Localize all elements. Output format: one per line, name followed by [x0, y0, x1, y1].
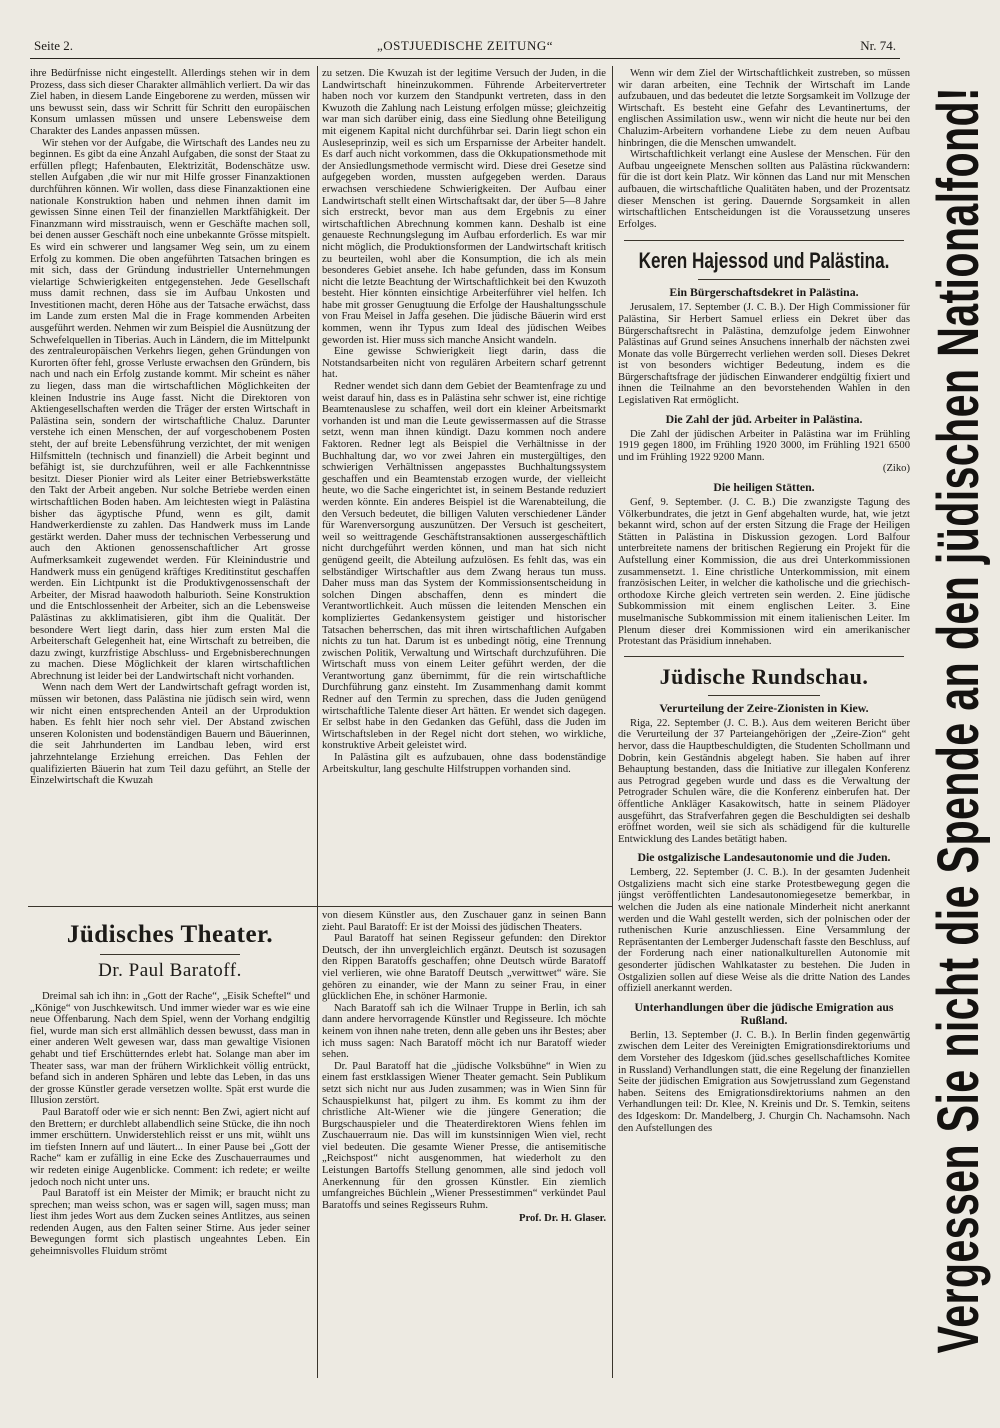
column-divider-1: [317, 66, 318, 1378]
theater-heading: Jüdisches Theater.: [66, 921, 274, 948]
staetten-heading: Die heiligen Stätten.: [713, 480, 815, 495]
dekret-text: Jerusalem, 17. September (J. C. B.). Der High Commissioner für Palästina, Sir Herbert Samuel erliess ein Dekret über das Bürgerschaftsrecht in Palästina, demzufolge jedem Einwohner Palästinas auf Grund seines Ansuchens innerhalb der nächsten zwei Monate das volle Bürgerrecht verliehen werden soll. Dieses Dekret ist von besonders wichtiger Bedeutung, indem es die Bürgerschaftsfrage der jüdischen Einwanderer endgültig fixiert und ihnen die Teilnahme an den bevorstehenden Wahlen in den Legislativen Rat ermöglicht.: [618, 302, 910, 407]
arbeiter-text: Die Zahl der jüdischen Arbeiter in Palästina war im Frühling 1919 gegen 1800, im Frühling 1920 3000, im Frühling 1921 6500 und im Frühling 1922 9200 Mann.: [618, 428, 910, 463]
paragraph: Wir stehen vor der Aufgabe, die Wirtschaft des Landes neu zu beginnen. Es gibt da eine Anzahl Aufgaben, die sonst der Staat zu erfüllen pflegt; Hafenbauten, Elektrizität, Bodenschätze usw. stellen Aufgaben ,die wir nur mit Hilfe grosser Finanzaktionen durchführen können. Wir wollen, dass diese Finanzaktionen eine nationale Konstruktion haben und nehmen ihnen damit im gewissen Sinne einen Teil der finanziellen Marktfähigkeit. Der Finanzmann wird misstrauisch, wenn er Geschäfte machen soll, bei denen ausser Geschäft noch eine unbekannte Grösse mitspielt. Es wird ein schwerer und langsamer Weg sein, um zu einem Erfolg zu kommen. Die oben angeführten Tatsachen bringen es mit sich, dass der Gründung industrieller Unternehmungen vielartige Schwierigkeiten entgegenstehen. Jede Gesellschaft muss damit rechnen, dass sie im Aufbau Unkosten und Investitionen macht, deren Höhe aus der Tatsache erwächst, dass im Lande zum ersten Mal die in Frage kommenden Arbeiten ausgeführt werden. Nehmen wir zum Beispiel die Ausnützung der Schwefelquellen in Tiberias. Auch in Ländern, die im Mittelpunkt des zentraleuropäischen Verkehrs liegen, gehen Gründungen von Kurorten öfter fehl, grosse Verluste erwachsen den Gründern, bis nach und nach ein Erfolg zustande kommt. Mir scheint es näher zu liegen, dass man die wirtschaftlichen Möglichkeiten der kleinen Industrie ins Auge fasst. Nicht die Direktoren von Aktiengesellschaften werden die Träger der ersten Wirtschaft in Palästina sein, sondern der wirtschaftliche Chaluz. Darunter verstehe ich einen Menschen, der auf vorgeschobenem Posten steht, der auf breite Lebensführung verzichtet, der mit wenigen Hilfsmitteln (technisch und finanziell) die Arbeit beginnt und befähigt ist, sie durchzuführen, weil er alle Fachkenntnisse besitzt. Dieser Pionier wird als Leiter einer Betriebswerkstätte den Takt der Arbeit angeben. Nur solche Betriebe werden einen wirtschaftlichen Boden haben. Am leichtesten wiegt in Palästina bisher das ägyptische Pfund, wenn es gilt, damit Handwerkerdienste zu zahlen. Das Handwerk muss im Lande gestärkt werden. Daher muss der technischen Verbesserung und auch den Aktionen genossenschaftlicher Art grosse Aufmerksamkeit zugewendet werden. Für Kleinindustrie und Handwerk muss ein genügend kräftiges Kreditinstitut geschaffen werden. Ein Lichtpunkt ist die Produktivgenossenschaft der Arbeiter, der Misrad haawodoth halburioth. Seine Konstruktion und die Entschlossenheit der Arbeiter, sich an die Lebensweise Palästinas zu akklimatisieren, gibt ihm die Qualität. Der besondere Wert liegt darin, dass hier zum ersten Mal die Arbeiterschaft Gelegenheit hat, eine Wirtschaft zu betreiben, die dazu zwingt, kurzfristige Abschluss- und Ergebnisberechnungen zu machen. Diese Möglichkeit der klaren wirtschaftlichen Abrechnung ist leider bei der Landwirtschaft nicht vorhanden.: [30, 137, 310, 682]
kiew-heading: Verurteilung der Zeire-Zionisten in Kiew.: [659, 700, 869, 715]
paragraph: Dr. Paul Baratoff hat die „jüdische Volksbühne“ in Wien zu einem fast erstklassigen Wiener Theater gemacht. Sein Publikum setzt sich nicht nur aus Juden zusammen; was in Wien Sinn für Schauspielkunst hat, pilgert zu ihm. Es kommt zu ihm der christliche Alt-Wiener wie die jüngere Generation; die Burgschauspieler und die Theaterdirektoren Wiens fehlen im Zuschauerraum nie. Das will im kunstsinnigen Wien viel, recht viel bedeuten. Die gesamte Wiener Presse, die antisemitische „Reichspost“ nicht ausgenommen, hat wiederholt zu den Leistungen Bartoffs Stellung genommen, alle sind jedoch voll Anerkennung für den grossen Künstler. Ein ziemlich umfangreiches Büchlein „Wiener Pressestimmen“ verkündet Paul Baratoffs und seines Regisseurs Ruhm.: [322, 1060, 606, 1211]
emigration-text: Berlin, 13. September (J. C. B.). In Berlin finden gegenwärtig zwischen dem Leiter des Vereinigten Emigrationsdirektoriums und dem Vorsteher des Idgeskom (jüd.sches gesellschaftliches Komitee in Russland) Verhandlungen statt, die eine Regelung der finanziellen Seite der jüdischen Emigration aus Sowjetrussland zum Gegenstand haben. Seitens des Emigrationsdirektoriums nahmen an den Verhandlungen teil: Dr. Klee, N. Kreinis und Dr. S. Temkin, seitens des Idgeskom: Dr. Mandelberg, J. Churgin Ch. Nachamsohn. Nach den Aufstellungen des: [618, 1029, 910, 1134]
paragraph: Paul Baratoff ist ein Meister der Mimik; er braucht nicht zu sprechen; man weiss schon, was er sagen will, sagen muss; man liest ihm jedes Wort aus dem Zucken seines Antlitzes, aus seinen redenden Augen, aus den Falten seiner Stirne. Aus jeder seiner Bewegungen formt sich plastisch ungeahntes Leben. Ein geheimnisvolles Fluidum strömt: [30, 1188, 310, 1258]
paragraph: Eine gewisse Schwierigkeit liegt darin, dass die Notstandsarbeiten nicht von regulären Arbeitern scharf getrennt hat.: [322, 346, 606, 381]
page-number: Seite 2.: [34, 38, 73, 53]
page-header: [30, 36, 900, 59]
heading-rule: [100, 954, 240, 955]
paragraph: Wenn nach dem Wert der Landwirtschaft gefragt worden ist, müssen wir betonen, dass Palästina nie jüdisch sein wird, wenn wir nicht einen entsprechenden Anteil an der Urproduktion haben. Es fehlt hier noch sehr viel. Der Abstand zwischen unseren Kolonisten und bodenständigen Bauern und Bäuerinnen, die seit Jahrhunderten im Landbau leben, wird erst jahrzehntelange Erziehung erreichen. Das Fehlen der qualifizierten Bäuerin hat zum Teil dazu geführt, an Stelle der Einzelwirtschaft die Kwuzah: [30, 682, 310, 787]
kiew-text: Riga, 22. September (J. C. B.). Aus dem weiteren Bericht über die Verurteilung der 37 Parteiangehörigen der „Zeire-Zion“ geht hervor, dass die Hauptbeschuldigten, die Studenten Schollmann und Dobrin, kein Geständnis abgelegt haben. Sie haben auf ihrer Behauptung bestanden, dass die Initiative zur illegalen Konferenz aus Petrograd gegeben wurde und dass es die Verwaltung der Petrograder Schulen wäre, die die Konferenz einberufen hat. Der öffentliche Ankläger Kasakowitsch, hatte in seinem Plädoyer ausgeführt, das Strafverfahren gegen die Beschuldigten sei deshalb eröffnet worden, weil sie sich als schädigend für die kulturelle Entwicklung des Landes betätigt haben.: [618, 717, 910, 845]
theater-article-continued: [322, 910, 606, 1380]
theater-subheading: Dr. Paul Baratoff.: [98, 960, 242, 981]
banner-text: Vergessen Sie nicht die Spende an den jüdischen Nationalfond!: [925, 86, 991, 1354]
theater-article: [30, 910, 310, 1380]
paragraph: zu setzen. Die Kwuzah ist der legitime Versuch der Juden, in die Landwirtschaft hineinzukommen. Führende Arbeitervertreter haben noch vor kurzem den Standpunkt vertreten, dass in den Kwuzoth die Zahlung nach Leistung erfolgen müsse; gleichzeitig war man sich darüber einig, dass eine Siedlung ohne Beteiligung mit eigenem Kapital nicht durchführbar sei. Darin liegt schon ein Ausleseprinzip, weil es sich um Ersparnisse der Arbeiter handelt. Es darf auch nicht vorkommen, dass die Okkupationsmethode mit der Ansiedlungsmethode vermischt wird. Diese drei Gesetze sind aufgegeben worden, mussten aufgegeben werden. Daraus erwachsen verschiedene Schwierigkeiten. Der Aufbau einer Landwirtschaft stellt einen Wirtschaftsakt dar, der über 5—8 Jahre sich erstreckt, bevor man aus dem Ergebnis zu einer wirtschaftlichen Abrechnung kommen kann. Deshalb ist eine genaueste Rechnungslegung im Aufbau erforderlich. Es war mir nicht möglich, die Produktionsformen der Landwirtschaft kritisch zu beurteilen, wohl aber die Konsumption, die ich als mein besonderes Gebiet ansehe. Ich habe gefunden, dass im Konsum nicht die letzte Beachtung der Wirtschaftlichkeit bei den Kwuzoth besteht. Hier könnten einsichtige Arbeiterführer viel helfen. Ich habe mit grosser Genugtuung die Erfolge der Haushaltungsschule von Frau Meisel in Jaffa gesehen. Die jüdische Bäuerin wird erst kommen, wenn ihr Typus zum Ideal des jüdischen Weibes geworden ist. Hier muss sich manche Ansicht wandeln.: [322, 68, 606, 346]
banner-area: [918, 60, 998, 1380]
paragraph: Paul Baratoff hat seinen Regisseur gefunden: den Direktor Deutsch, der ihn unvergleichlich ergänzt. Deutsch ist sozusagen den Rippen Baratoffs geschaffen; ohne Deutsch würde Baratoff viel verlieren, wie ohne Baratoff Deutsch „verwittwet“ wäre. Sie gehören zu einander, wie der Mann zu seiner Frau, in einer glücklichen Ehe, in schöner Harmonie.: [322, 933, 606, 1003]
emigration-heading: Unterhandlungen über die jüdische Emigration aus Rußland.: [634, 999, 894, 1027]
ostgalizien-text: Lemberg, 22. September (J. C. B.). In der gesamten Judenheit Ostgaliziens macht sich eine starke Protestbewegung gegen die jüngst veröffentlichten Landesautonomiegesetze bemerkbar, in welchen die Juden als eine nationale Minderheit nicht anerkannt werden und die Wahl gestellt werden, sich der polnischen oder der ruthenischen Kurie anzuschliessen. Eine Versammlung der Repräsentanten der Lemberger Judenschaft fasste den Beschluss, auf der Forderung nach einer nationalkulturellen Autonomie mit gesonderter jüdischen Wahlkataster zu bestehen. Die Juden in Ostgalizien sollen auf diese Weise als die dritte Nation des Landes offiziell anerkannt werden.: [618, 867, 910, 995]
section-rule: [624, 240, 904, 241]
arbeiter-heading: Die Zahl der jüd. Arbeiter in Palästina.: [665, 411, 863, 426]
nationalfond-banner: [918, 60, 998, 1380]
author-signature: Prof. Dr. H. Glaser.: [519, 1213, 606, 1225]
paragraph: Wenn wir dem Ziel der Wirtschaftlichkeit zustreben, so müssen wir daran arbeiten, eine Technik der Wirtschaft im Lande aufzubauen, und das bedeutet die letzte Sorgsamkeit im Vollzuge der Wirtschaft. Es besteht eine Gefahr des Levantinertums, der englischen Assimilation usw., wenn wir nicht die heute nur bei den Chaluzim-Arbeitern vorhandene Liebe zu dem neuen Aufbau hinbringen, die die Menschen umwandelt.: [618, 68, 910, 149]
news-column-3: [618, 68, 910, 1380]
paragraph: Dreimal sah ich ihn: in „Gott der Rache“, „Eisik Scheftel“ und „Könige“ von Juschkewitsch. Und immer wieder war es wie eine neue Offenbarung. Nach dem Spiel, wenn der Vorhang endgiltig fiel, wurde man sich erst allmählich dessen bewusst, dass man in einer anderen Welt gewesen war, dass man gewaltige Visionen gehabt und tief Erschütterndes erlebt hat. Solange man aber im Theater sass, war man der frühern Wirklichkeit völlig entrückt, befand sich in anderen Sphären und lebte das Leben, in das uns der grosse Künstler gerade versetzen wollte. Spät erst wurde die Illusion zerstört.: [30, 991, 310, 1107]
ostgalizien-heading: Die ostgalizische Landesautonomie und die Juden.: [637, 850, 891, 865]
arbeiter-source: (Ziko): [882, 463, 910, 475]
paragraph: ihre Bedürfnisse nicht eingestellt. Allerdings stehen wir in dem Prozess, dass sich dieser Charakter allmählich verliert. Da wir das Ziel haben, in diesem Lande Eingeborene zu werden, müssen wir uns bewusst sein, dass wir Schritt für Schritt den europäischen Konsum umlassen müssen und unsere Lebensweise dem Charakter des Landes anpassen müssen.: [30, 68, 310, 137]
keren-hajessod-heading: Keren Hajessod und Palästina.: [638, 248, 890, 274]
newspaper-title: „OSTJUEDISCHE ZEITUNG“: [376, 38, 553, 53]
paragraph: Paul Baratoff oder wie er sich nennt: Ben Zwi, agiert nicht auf den Brettern; er durchlebt allabendlich seine Stücke, die ihn noch immer erschüttern. Unwiderstehlich reisst er uns mit, wühlt uns im tiefsten Innern auf und läutert... In einer Pause bei „Gott der Rache“ kam er zufällig in eine Ecke des Zuschauerraumes und wir redeten einige Augenblicke. Comment: ich redete; er weilte jedoch noch nicht unter uns.: [30, 1106, 310, 1188]
paragraph: Wirtschaftlichkeit verlangt eine Auslese der Menschen. Für den Aufbau ungeeignete Menschen sollten aus Palästina rückwandern: für die ist dort kein Platz. Wir können das Land nur mit Menschen aufbauen, die wirtschaftliche Qualitäten haben, und der Prozentsatz dieser Menschen ist gering. Dauernde Sorgsamkeit in allen wirtschaftlichen Entscheidungen ist die Voraussetzung unseres Erfolges.: [618, 149, 910, 230]
article-column-1: [30, 68, 310, 902]
paragraph: Nach Baratoff sah ich die Wilnaer Truppe in Berlin, ich sah dann andere hervorragende Künstler und Regisseure. Ich möchte keinem von ihnen nahe treten, denn alle geben uns ihr Bestes; aber ich muss sagen: Nach Baratoff möcht ich nur Baratoff wieder sehen.: [322, 1002, 606, 1061]
article-column-2: [322, 68, 606, 902]
section-rule: [624, 656, 904, 657]
column-divider-2: [612, 66, 613, 1378]
rundschau-heading: Jüdische Rundschau.: [659, 663, 869, 689]
dekret-heading: Ein Bürgerschaftsdekret in Palästina.: [669, 285, 859, 300]
paragraph: In Palästina gilt es aufzubauen, ohne dass bodenständige Arbeitskultur, lang geschulte Hilfstruppen vorhanden sind.: [322, 752, 606, 775]
paragraph: von diesem Künstler aus, den Zuschauer ganz in seinen Bann zieht. Paul Baratoff: Er ist der Moissi des jüdischen Theaters.: [322, 910, 606, 933]
staetten-text: Genf, 9. September. (J. C. B.) Die zwanzigste Tagung des Völkerbundrates, die jetzt in Genf abgehalten wurde, hat, wie jetzt bekannt wird, schon auf der ersten Sitzung die Frage der Heiligen Stätten in Palästina in Diskussion gezogen. Lord Balfour unterbreitete namens der britischen Regierung ein Projekt für die Aufstellung einer Kommission, die aus drei Unterkommissionen zusammensetzt. 1. Eine christliche Unterkommission, mit einem französischen Leiter, in welcher die katholische und die griechisch-orthodoxe Kirche gleich vertreten sein werden. 2. Eine jüdische Subkommission mit einem englischen Leiter. 3. Eine muselmanische Subkommission mit einem italienischen Leiter. Im Plenum dieser drei Kommissionen wird ein amerikanischer Protestant das Präsidium innehaben.: [618, 497, 910, 648]
issue-number: Nr. 74.: [860, 38, 896, 53]
paragraph: Redner wendet sich dann dem Gebiet der Beamtenfrage zu und weist darauf hin, dass es in Palästina sehr schwer ist, eine richtige Beamtenauslese zu schaffen, weil dort ein kleiner Arbeitsmarkt vorhanden ist und man die Leute gewissermassen auf die Strasse setzt, wenn man ihnen kündigt. Dazu kommen noch andere Faktoren. Redner legt als Beispiel die Verhältnisse in der Buchhaltung dar, wo vor zwei Jahren ein mustergültiges, den schwierigen Verhältnissen angepasstes Buchhaltungssystem geschaffen und ein Beamtenstab erzogen wurde, der vielleicht heute, wo die Sache eingerichtet ist, in seinem Bestande reduziert werden könnte. Ein anderes Beispiel ist die Warenabteilung, die den Versuch bedeutet, die billigen Valuten verschiedener Länder für Warenversorgung auszunützen. Der Versuch ist gescheitert, weil so weittragende Geschäftstransaktionen aussergeschäftlich nicht durchgeführt werden können, und man hat sich nicht genügend geeilt, die Abteilung aufzulösen. Es fehlt das, was ein selbständiger Wirtschaftler aus dem Zwang heraus tun muss. Daher muss man das System der Kommissionsentscheidung in solchen Dingen abschaffen, denn es mindert die Verantwortlichkeit. Auch müssen die leitenden Menschen ein kompliziertes Gedankensystem geistiger und historischer Tatsachen beherrschen, das mit ihren wirtschaftlichen Aufgaben nichts zu tun hat. Darum ist es unbedingt nötig, eine Trennung zwischen Politik, Verwaltung und Wirtschaft durchzuführen. Die Wirtschaft muss von einem Leiter geführt werden, der die Verantwortung ganz übernimmt, für die rein wirtschaftliche Durchführung ganz einsteht. Im Zusammenhang damit kommt Redner auf den Termin zu sprechen, dass die Juden genügend wirtschaftliche Talente dieser Art hätten. Er wendet sich dagegen. Er selbst habe in den Gedanken das Gefühl, dass die Juden im Wirtschaftsleben in der Regel nicht dort stehen, wo wirkliche, konstruktive Arbeit geleistet wird.: [322, 381, 606, 752]
section-rule: [708, 695, 820, 696]
section-rule: [698, 279, 830, 280]
section-divider: [28, 906, 612, 907]
